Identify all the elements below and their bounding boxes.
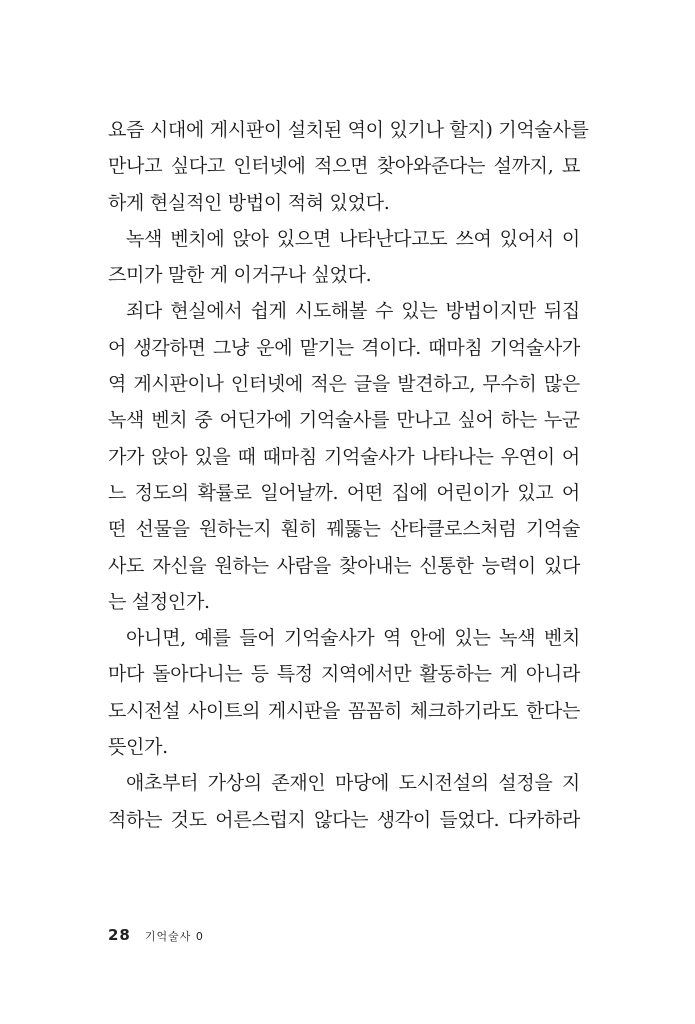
text-line: 역 게시판이나 인터넷에 적은 글을 발견하고, 무수히 많은 (108, 373, 580, 396)
text-line: 애초부터 가상의 존재인 마당에 도시전설의 설정을 지 (126, 772, 580, 795)
page-number: 28 (108, 926, 131, 944)
text-line: 가가 앉아 있을 때 때마침 기억술사가 나타나는 우연이 어 (108, 445, 580, 468)
body-text (108, 112, 589, 838)
text-line: 도시전설 사이트의 게시판을 꼼꼼히 체크하기라도 한다는 (108, 699, 580, 722)
text-line: 죄다 현실에서 쉽게 시도해볼 수 있는 방법이지만 뒤집 (126, 300, 580, 323)
text-line: 마다 돌아다니는 등 특정 지역에서만 활동하는 게 아니라 (108, 663, 580, 686)
text-line: 만나고 싶다고 인터넷에 적으면 찾아와준다는 설까지, 묘 (108, 155, 580, 178)
text-line: 는 설정인가. (108, 590, 210, 613)
text-line: 하게 현실적인 방법이 적혀 있었다. (108, 191, 390, 214)
page-footer (108, 926, 204, 944)
text-line: 느 정도의 확률로 일어날까. 어떤 집에 어린이가 있고 어 (108, 481, 580, 504)
text-line: 사도 자신을 원하는 사람을 찾아내는 신통한 능력이 있다 (108, 554, 580, 577)
running-title: 기억술사 0 (144, 930, 204, 943)
text-line: 녹색 벤치에 앉아 있으면 나타난다고도 쓰여 있어서 이 (126, 227, 580, 250)
text-line: 요즘 시대에 게시판이 설치된 역이 있기나 할지) 기억술사를 (108, 119, 589, 141)
text-line: 어 생각하면 그냥 운에 맡기는 격이다. 때마침 기억술사가 (108, 336, 580, 359)
text-line: 아니면, 예를 들어 기억술사가 역 안에 있는 녹색 벤치 (126, 627, 580, 650)
text-line: 즈미가 말한 게 이거구나 싶었다. (108, 264, 372, 287)
text-line: 녹색 벤치 중 어딘가에 기억술사를 만나고 싶어 하는 누군 (108, 409, 580, 432)
text-line: 뜻인가. (108, 736, 168, 759)
text-line: 적하는 것도 어른스럽지 않다는 생각이 들었다. 다카하라 (108, 808, 580, 831)
text-line: 떤 선물을 원하는지 훤히 꿰뚫는 산타클로스처럼 기억술 (108, 518, 580, 541)
